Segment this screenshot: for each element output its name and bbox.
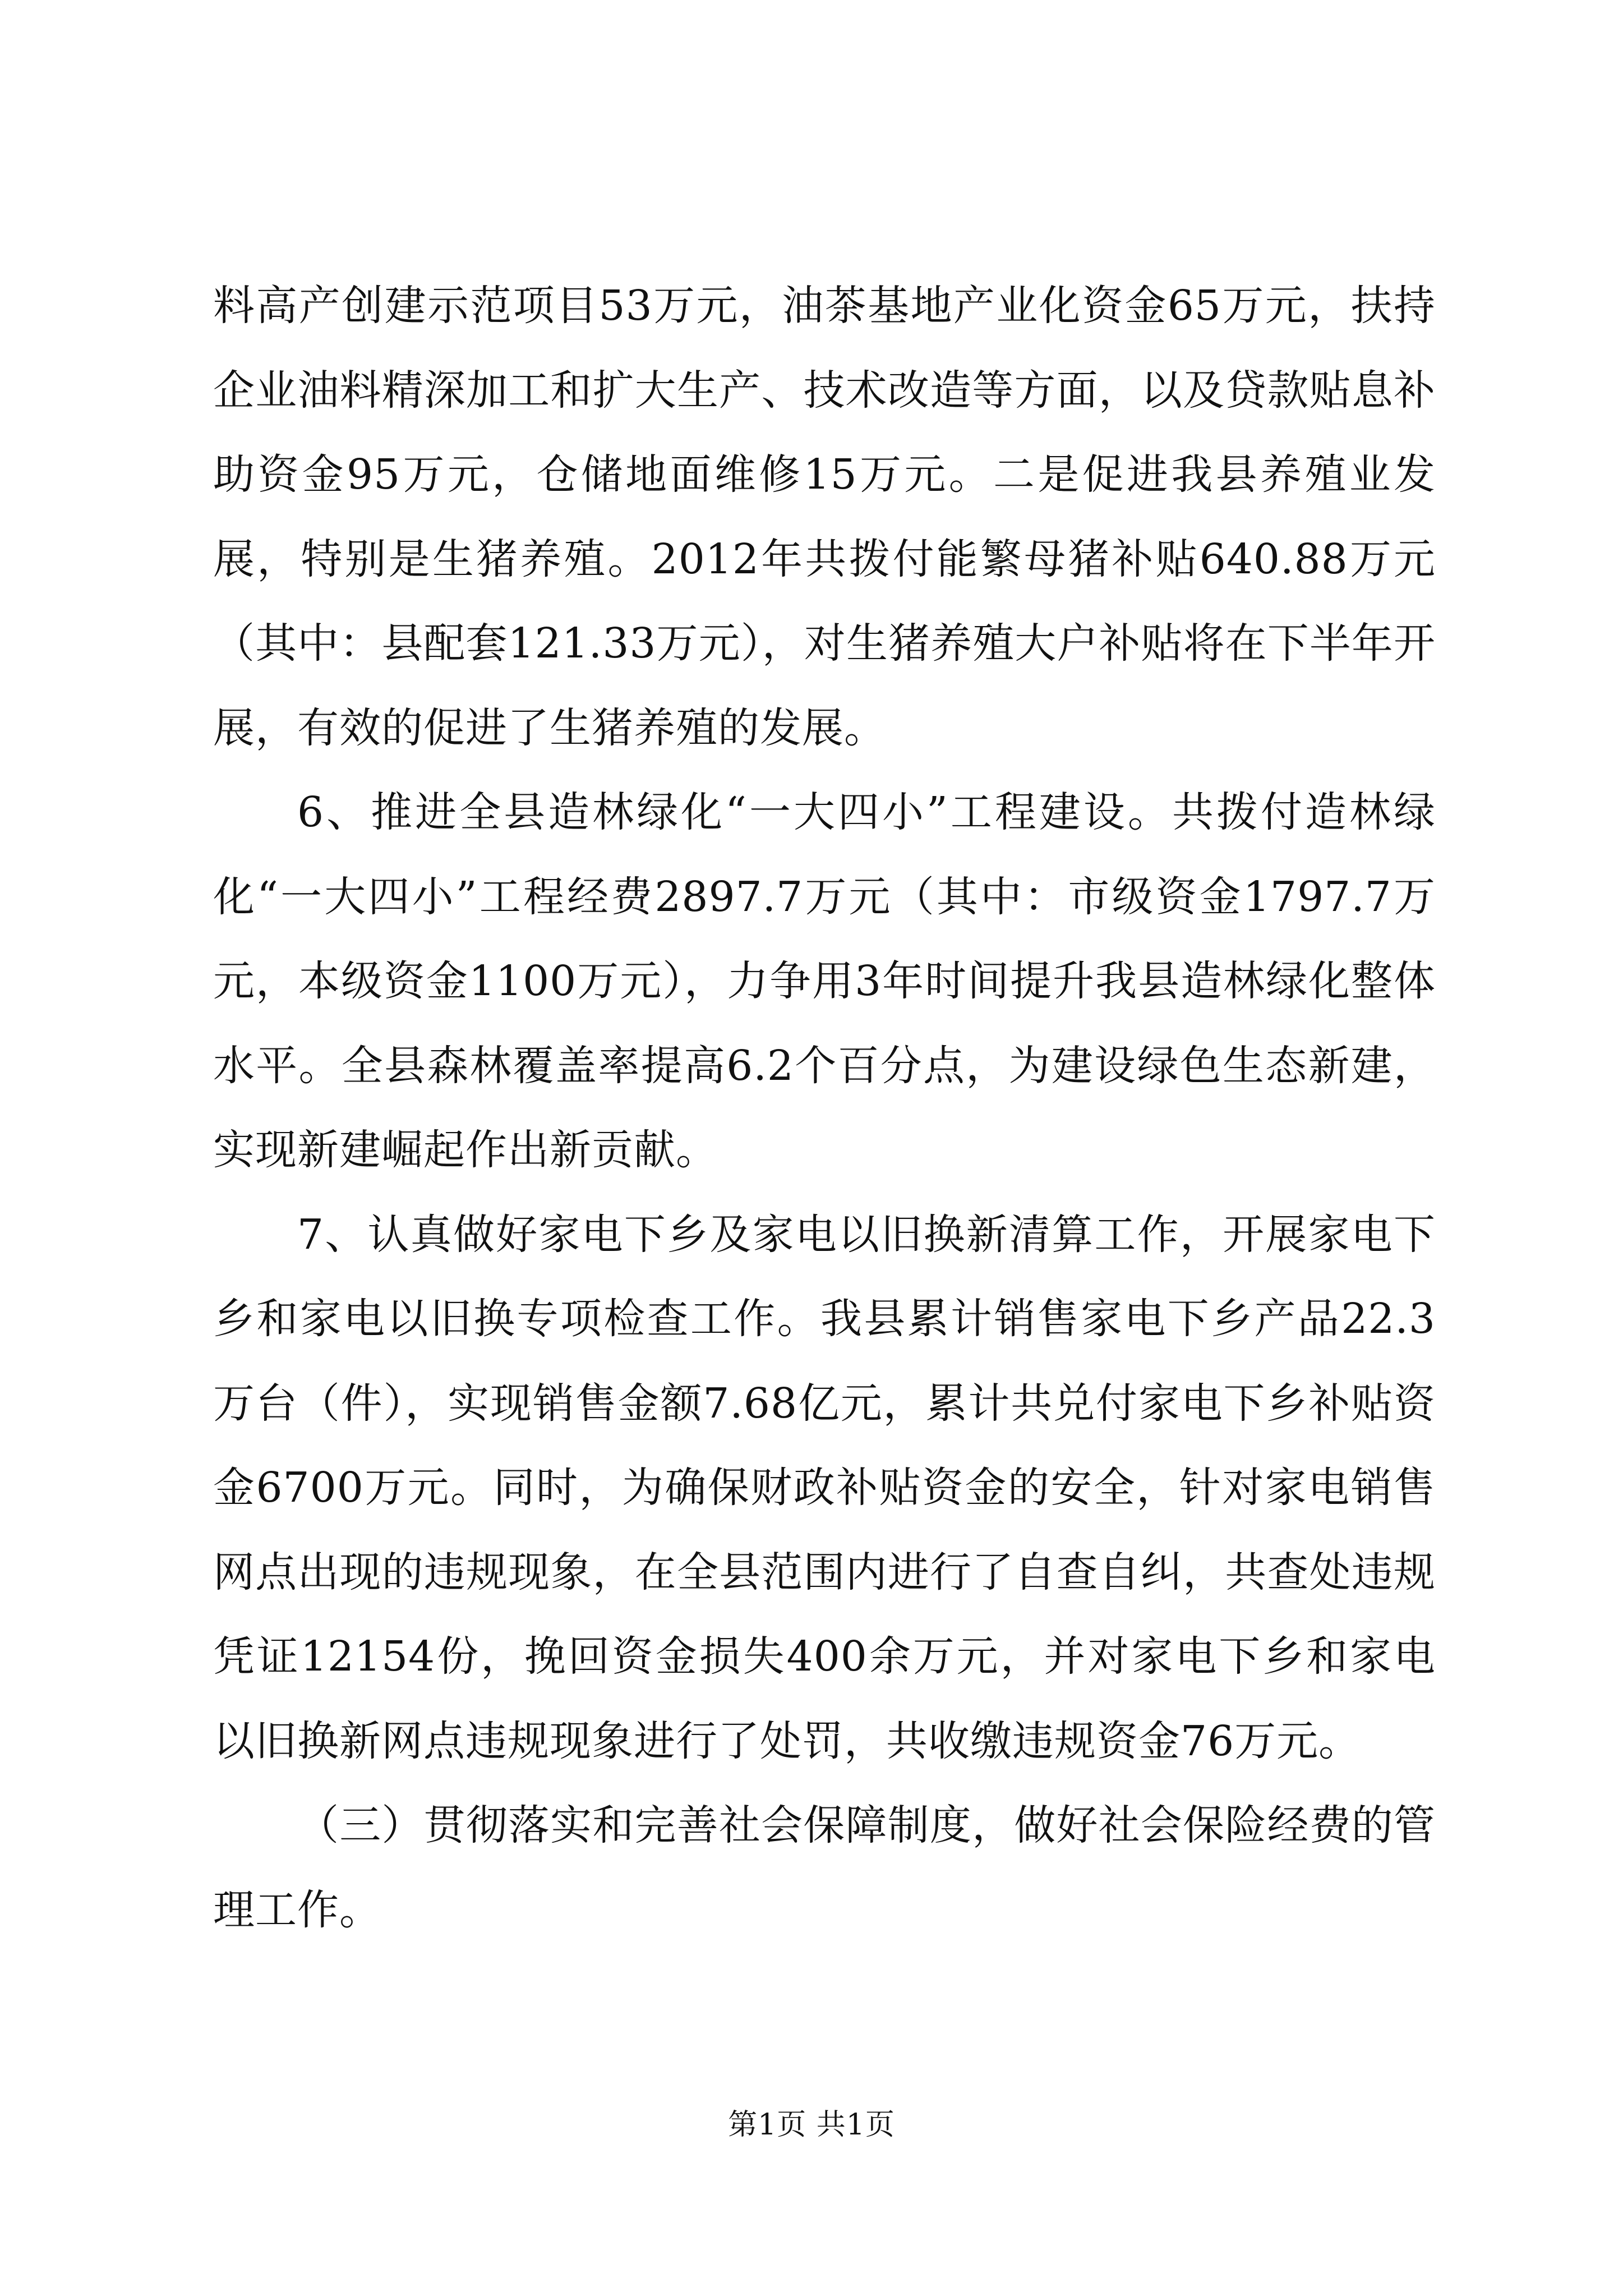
paragraph-continuation: 料高产创建示范项目53万元，油茶基地产业化资金65万元，扶持企业油料精深加工和扩大生产、技术改造等方面，以及贷款贴息补助资金95万元，仓储地面维修15万元。二是促进我县养殖业发展，特别是生猪养殖。2012年共拨付能繁母猪补贴640.88万元（其中：县配套121.33万元），对生猪养殖大户补贴将在下半年开展，有效的促进了生猪养殖的发展。 xyxy=(213,282,1436,752)
paragraph-section-3: （三）贯彻落实和完善社会保障制度，做好社会保险经费的管理工作。 xyxy=(213,1801,1436,1934)
paragraph-item-6: 6、推进全县造林绿化“一大四小”工程建设。共拨付造林绿化“一大四小”工程经费2897.7万元（其中：市级资金1797.7万元，本级资金1100万元），力争用3年时间提升我县造林绿化整体水平。全县森林覆盖率提高6.2个百分点，为建设绿色生态新建，实现新建崛起作出新贡献。 xyxy=(213,788,1436,1174)
page-footer: 第1页 共1页 xyxy=(728,2108,895,2142)
document-body xyxy=(213,264,1436,1952)
paragraph-item-7: 7、认真做好家电下乡及家电以旧换新清算工作，开展家电下乡和家电以旧换专项检查工作。我县累计销售家电下乡产品22.3万台（件），实现销售金额7.68亿元，累计共兑付家电下乡补贴资金6700万元。同时，为确保财政补贴资金的安全，针对家电销售网点出现的违规现象，在全县范围内进行了自查自纠，共查处违规凭证12154份，挽回资金损失400余万元，并对家电下乡和家电以旧换新网点违规现象进行了处罚，共收缴违规资金76万元。 xyxy=(213,1210,1436,1765)
